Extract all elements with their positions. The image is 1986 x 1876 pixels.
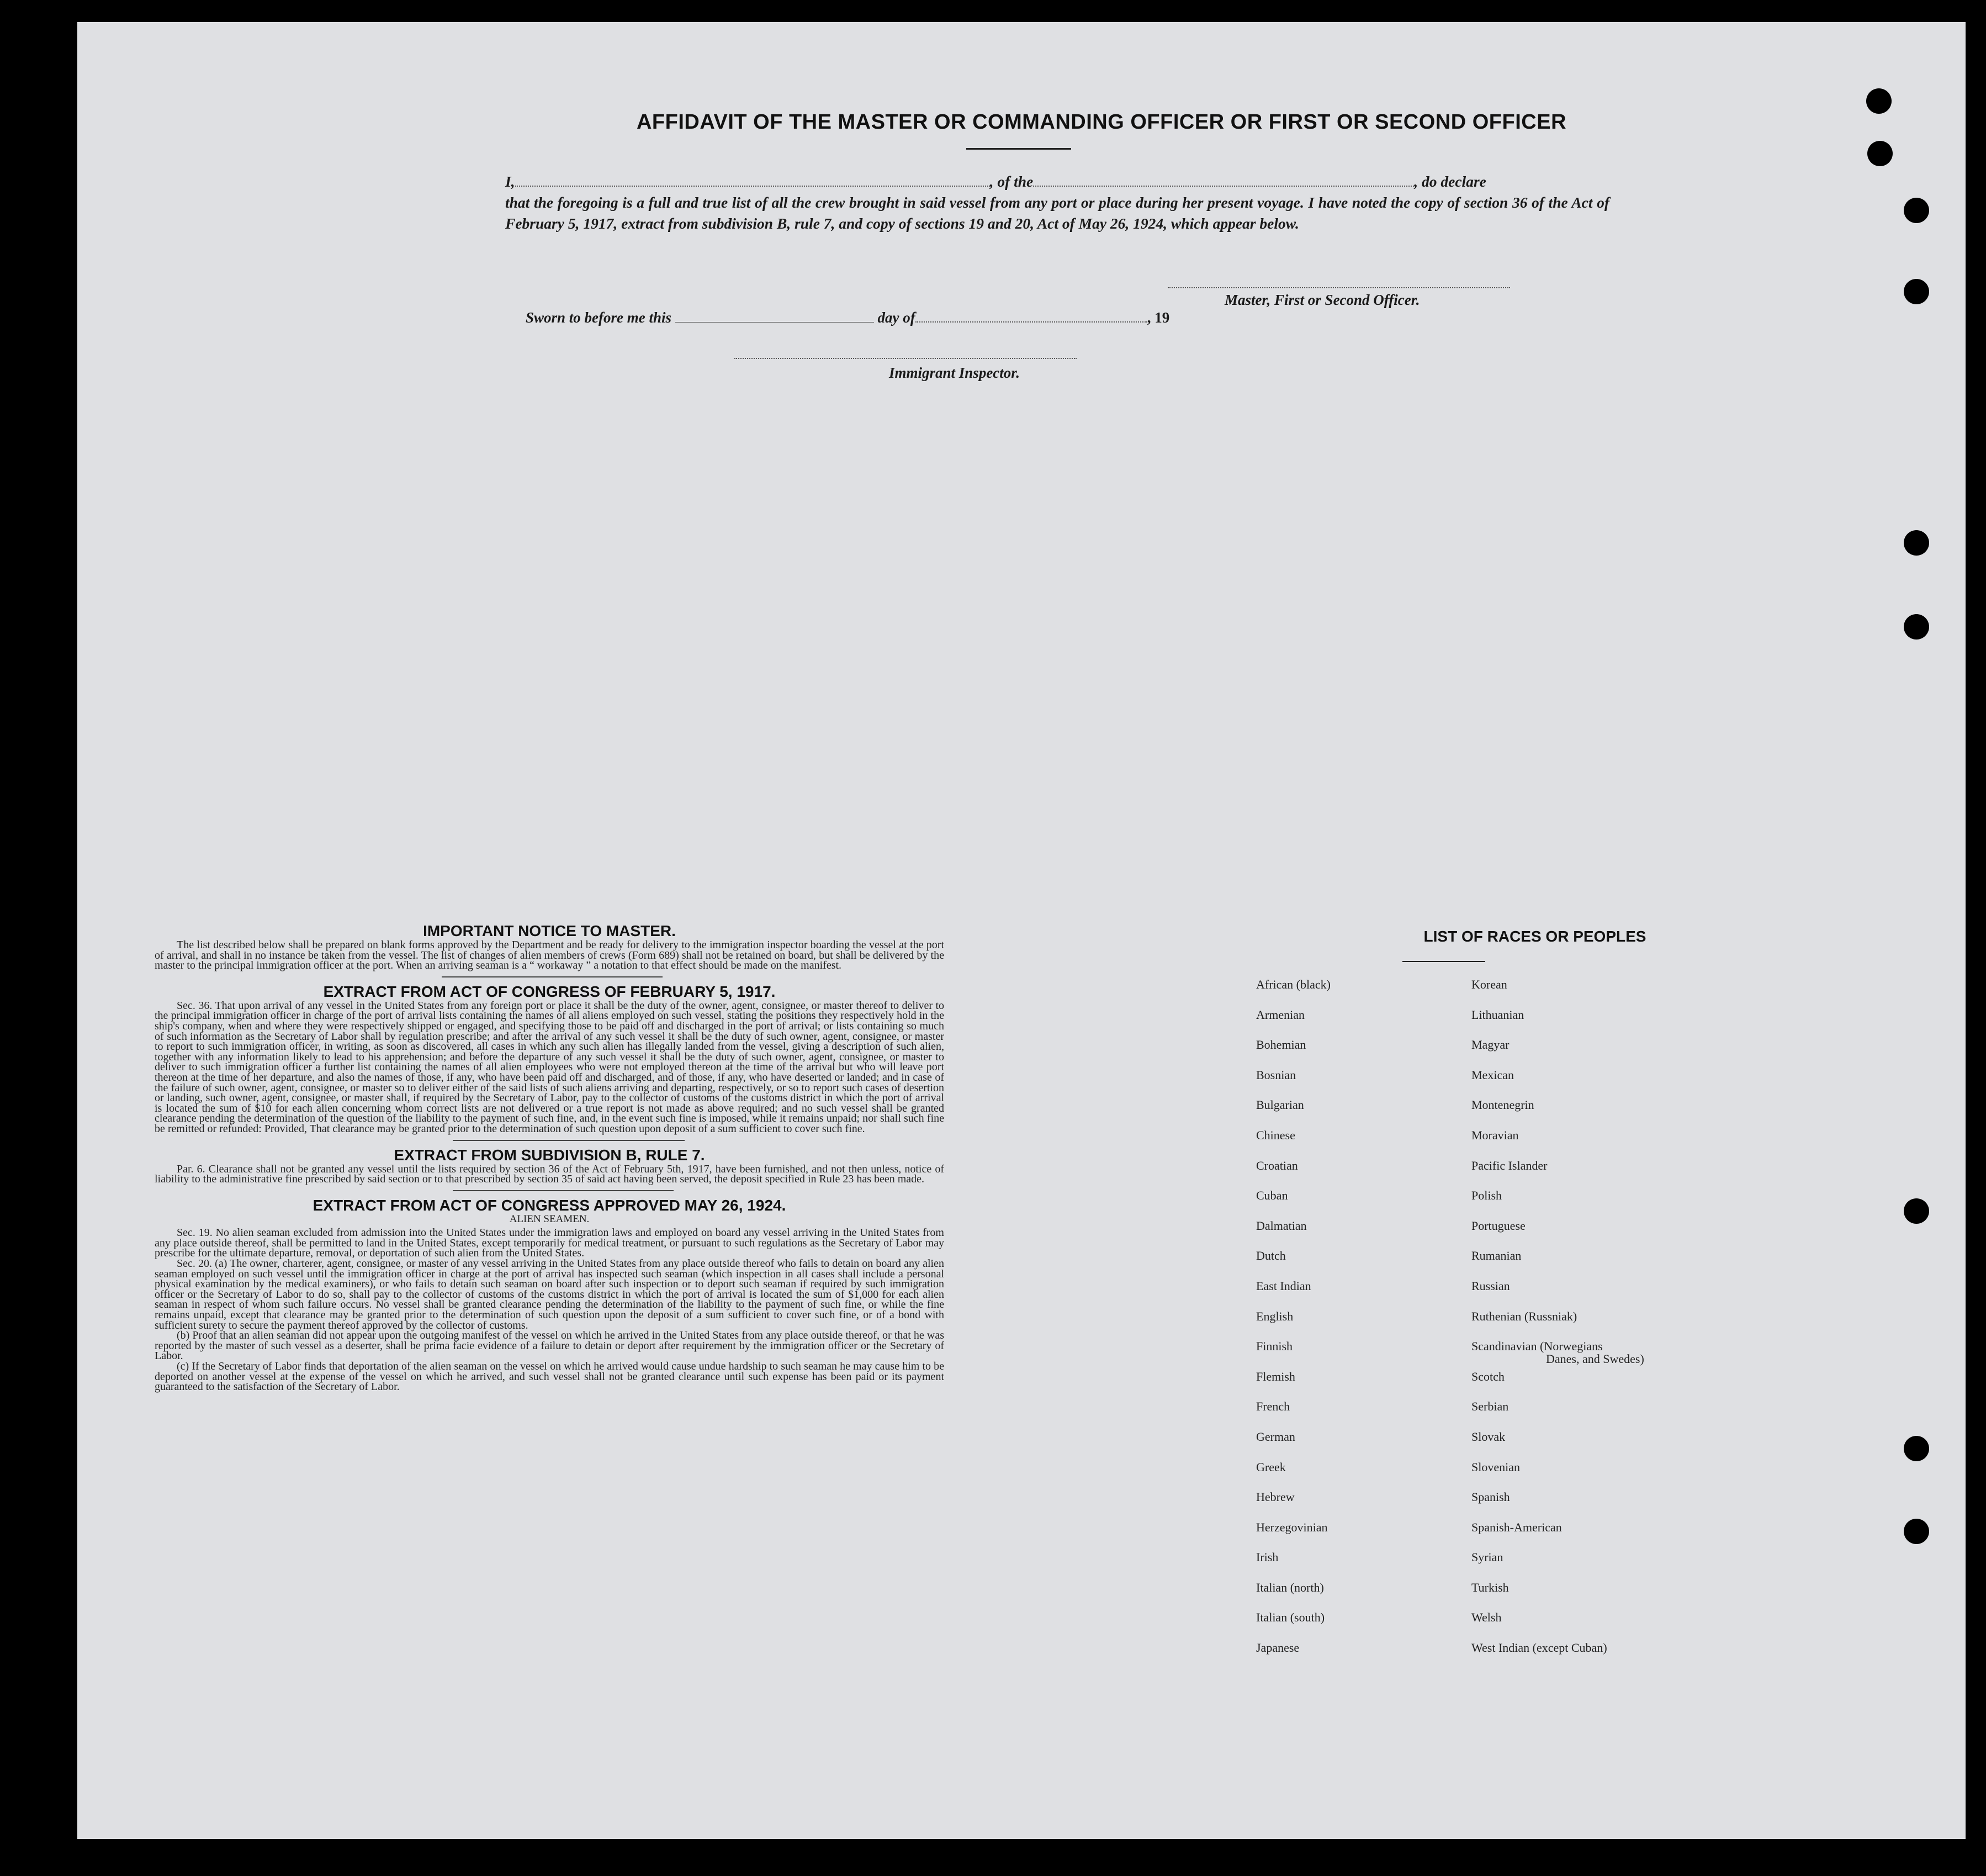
race-item: Scotch [1471, 1369, 1505, 1383]
race-item: Italian (north) [1256, 1580, 1324, 1594]
race-item: Finnish [1256, 1339, 1293, 1354]
inspector-signature-line[interactable] [734, 352, 1077, 359]
punch-hole [1904, 1198, 1929, 1224]
race-item: West Indian (except Cuban) [1471, 1641, 1607, 1655]
race-item: Turkish [1471, 1580, 1509, 1594]
affidavit-title: AFFIDAVIT OF THE MASTER OR COMMANDING OFFICER OR FIRST OR SECOND OFFICER [636, 110, 1567, 134]
punch-hole [1904, 530, 1929, 556]
sworn-text [526, 309, 1169, 326]
subdivision-heading: EXTRACT FROM SUBDIVISION B, RULE 7. [394, 1146, 705, 1164]
divider [442, 976, 663, 977]
race-item: Lithuanian [1471, 1007, 1524, 1022]
sworn-label: Sworn to before me this [526, 309, 672, 326]
sec-20b-text: (b) Proof that an alien seaman did not appear upon the outgoing manifest of the vessel on which he arrived in the United States from any place outside thereof, or that he was reported by the master of such vessel as a deserter, shall be prima facie evidence of a failure to detain or deport after requirement by the immigration officer or the Secretary of Labor. [155, 1329, 944, 1362]
punch-hole [1904, 1519, 1929, 1544]
punch-hole [1867, 141, 1893, 166]
race-item: Dalmatian [1256, 1218, 1307, 1233]
year-label: , 19 [1147, 309, 1170, 326]
title-underline [966, 148, 1071, 150]
race-item: Bosnian [1256, 1068, 1296, 1082]
sec-19-text: Sec. 19. No alien seaman excluded from admission into the United States under the immigration laws and employed on board any vessel arriving in the United States from any place outside thereof, shall be permitted to land in the United States, except temporarily for medical treatment, or pursuant to such regulations as the Secretary of Labor may prescribe for the ultimate departure, removal, or deportation of such alien from the United States. [155, 1227, 944, 1260]
race-item: German [1256, 1429, 1295, 1444]
race-item: Spanish [1471, 1490, 1510, 1504]
punch-hole [1904, 614, 1929, 640]
race-item: Dutch [1256, 1249, 1286, 1263]
race-item: Portuguese [1471, 1218, 1526, 1233]
declaration-body: that the foregoing is a full and true list of all the crew brought in said vessel from any port or place during her present voyage. I have noted the copy of section 36 of the Act of February 5, 1917, extract from subdivision B, rule 7, and copy of sections 19 and 20, Act of May 26, 1924, which appear below. [505, 194, 1609, 232]
race-item: East Indian [1256, 1278, 1311, 1293]
race-item: Magyar [1471, 1038, 1510, 1052]
punch-hole [1904, 198, 1929, 223]
race-item: African (black) [1256, 977, 1331, 991]
races-heading: LIST OF RACES OR PEOPLES [1423, 928, 1646, 945]
race-item: Flemish [1256, 1369, 1295, 1383]
divider [453, 1140, 685, 1141]
declaration-i: I, [505, 173, 515, 190]
race-item: Korean [1471, 977, 1507, 991]
extract-1924-heading: EXTRACT FROM ACT OF CONGRESS APPROVED MAY 26, 1924. [313, 1196, 786, 1214]
race-item: Slovak [1471, 1429, 1506, 1444]
declaration-text [505, 171, 1609, 234]
extract-1924-text [155, 1228, 944, 1392]
race-item: Welsh [1471, 1610, 1502, 1625]
race-item: Russian [1471, 1278, 1510, 1293]
alien-seamen-subheading: ALIEN SEAMEN. [509, 1213, 590, 1225]
races-left-column [1256, 977, 1331, 1671]
race-item: French [1256, 1399, 1290, 1414]
declaration-declare: , do declare [1414, 173, 1486, 190]
race-item: Armenian [1256, 1007, 1305, 1022]
master-signature-label: Master, First or Second Officer. [1225, 292, 1420, 308]
races-right-column [1471, 977, 1607, 1671]
extract-1917-heading: EXTRACT FROM ACT OF CONGRESS OF FEBRUARY 5, 1917. [323, 982, 776, 1000]
inspector-signature-label: Immigrant Inspector. [889, 364, 1020, 381]
race-item: Slovenian [1471, 1460, 1520, 1474]
race-item: English [1256, 1309, 1294, 1323]
race-item: Chinese [1256, 1128, 1295, 1142]
vessel-field[interactable] [1033, 186, 1414, 187]
race-item: Cuban [1256, 1188, 1288, 1203]
sworn-day-field[interactable] [675, 322, 874, 323]
notice-text: The list described below shall be prepared on blank forms approved by the Department and be ready for delivery to the immigration inspector boarding the vessel at the port of arrival, and shall in no instance be taken from the vessel. The list of changes of alien members of crews (Form 689) shall not be retained on board, but shall be delivered by the master to the principal immigration officer at the port. When an arriving seaman is a “ workaway ” a notation to that effect should be made on the manifest. [155, 939, 944, 972]
declaration-of-the: , of the [989, 173, 1034, 190]
race-item: Scandinavian (Norwegians [1471, 1339, 1603, 1354]
divider [453, 1190, 674, 1191]
race-item: Italian (south) [1256, 1610, 1325, 1625]
notice-heading: IMPORTANT NOTICE TO MASTER. [423, 922, 676, 939]
sworn-month-field[interactable] [915, 321, 1147, 323]
race-item: Greek [1256, 1460, 1286, 1474]
document-page [77, 22, 1966, 1839]
race-item: Bohemian [1256, 1038, 1306, 1052]
race-item: Herzegovinian [1256, 1520, 1328, 1534]
extract-1917-text: Sec. 36. That upon arrival of any vessel in the United States from any foreign port or place it shall be the duty of the owner, agent, consignee, or master thereof to deliver to the principal immigration officer in charge of the port of arrival lists containing the names of all aliens employed on such vessel, stating the positions they respectively hold in the ship's company, when and where they were respectively shipped or engaged, and specifying those to be paid off and discharged in the port of arrival; or lists containing so much of such information as the Secretary of Labor shall by regulation prescribe; and after the arrival of any such vessel it shall be the duty of such owner, agent, consignee, or master to report to such immigration officer, in writing, as soon as discovered, all cases in which any such alien has illegally landed from the vessel, giving a description of such alien, together with any information likely to lead to his apprehension; and before the departure of any such vessel it shall be the duty of such owner, agent, consignee, or master to deliver to such immigration officer a further list containing the names of all alien employees who were not employed thereon at the time of the arrival but who will leave port thereon at the time of her departure, and also the names of those, if any, who have been paid off and discharged, and of those, if any, who have deserted or landed; and in case of the failure of such owner, agent, consignee, or master so to deliver either of the said lists of such aliens arriving and departing, respectively, or so to report such cases of desertion or landing, such owner, agent, consignee, or master shall, if required by the Secretary of Labor, pay to the collector of customs of the customs district in which the port of arrival is located the sum of $10 for each alien concerning whom correct lists are not delivered or a true report is not made as above required; and no such vessel shall be granted clearance pending the determination of the question of the liability to the payment of such fine, and, in the event such fine is imposed, while it remains unpaid; nor shall such fine be remitted or refunded: Provided, That clearance may be granted prior to the determination of such question upon deposit of a sum sufficient to cover such fine. [155, 999, 944, 1135]
punch-hole [1904, 279, 1929, 304]
race-item: Bulgarian [1256, 1098, 1304, 1112]
sec-20a-text: Sec. 20. (a) The owner, charterer, agent, consignee, or master of any vessel arriving in the United States from any place outside thereof who fails to detain on board any alien seaman employed on such vessel until the immigration officer in charge at the port of arrival has inspected such seaman (which inspection in all cases shall include a personal physical examination by the medical examiners), or who fails to detain such seaman on board after such inspection or to deport such seaman if required by such immigration officer or the Secretary of Labor to do so, shall pay to the collector of customs of the customs district in which the port of arrival is located the sum of $1,000 for each alien seaman in respect of whom such failure occurs. No vessel shall be granted clearance pending the determination of the liability to the payment of such fine, or while the fine remains unpaid, except that clearance may be granted prior to the determination of such question upon the deposit of a sum sufficient to cover such fine, or of a bond with sufficient surety to secure the payment thereof approved by the collector of customs. [155, 1257, 944, 1331]
race-item: Serbian [1471, 1399, 1509, 1414]
race-item: Mexican [1471, 1068, 1514, 1082]
race-item: Polish [1471, 1188, 1502, 1203]
name-field[interactable] [515, 186, 990, 187]
race-item: Irish [1256, 1550, 1279, 1565]
day-of-label: day of [877, 309, 915, 326]
scandinavian-continuation: Danes, and Swedes) [1546, 1352, 1644, 1366]
race-item: Moravian [1471, 1128, 1519, 1142]
punch-hole [1866, 88, 1892, 114]
race-item: Croatian [1256, 1158, 1298, 1172]
race-item: Pacific Islander [1471, 1158, 1548, 1172]
punch-hole [1904, 1436, 1929, 1461]
race-item: Japanese [1256, 1641, 1300, 1655]
race-item: Rumanian [1471, 1249, 1522, 1263]
master-signature-line[interactable] [1168, 282, 1510, 288]
race-item: Montenegrin [1471, 1098, 1534, 1112]
races-underline [1402, 961, 1485, 962]
race-item: Hebrew [1256, 1490, 1295, 1504]
legal-text-column [155, 922, 944, 1392]
race-item: Syrian [1471, 1550, 1503, 1565]
sec-20c-text: (c) If the Secretary of Labor finds that deportation of the alien seaman on the vessel on which he arrived would cause undue hardship to such seaman he may cause him to be deported on another vessel at the expense of the vessel on which he arrived, and such vessel shall not be granted clearance until such expense has been paid or its payment guaranteed to the satisfaction of the Secretary of Labor. [155, 1360, 944, 1393]
race-item: Ruthenian (Russniak) [1471, 1309, 1577, 1323]
subdivision-text: Par. 6. Clearance shall not be granted any vessel until the lists required by section 36 of the Act of February 5th, 1917, have been furnished, and not then unless, notice of liability to the administrative fine prescribed by said section or to that prescribed by section 35 of said act having been served, the deposit specified in Rule 23 has been made. [155, 1162, 944, 1186]
race-item: Spanish-American [1471, 1520, 1562, 1534]
